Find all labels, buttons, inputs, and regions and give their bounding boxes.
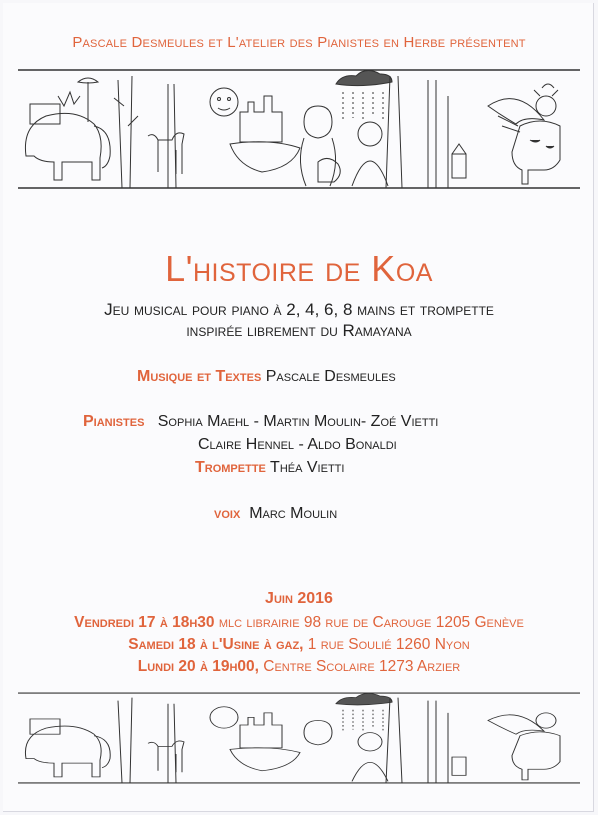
performance-1-where: mlc librairie 98 rue de Carouge 1205 Genève xyxy=(214,614,524,631)
pianists-credit xyxy=(83,413,438,431)
music-credit xyxy=(137,368,396,386)
performance-3-where: Centre Scolaire 1273 Arzier xyxy=(258,658,461,675)
date-heading: Juin 2016 xyxy=(265,590,333,607)
performance-2 xyxy=(0,636,598,654)
performance-3 xyxy=(0,658,598,676)
pianists-names-2: Claire Hennel - Aldo Bonaldi xyxy=(198,436,397,453)
performance-3-when: Lundi 20 à 19h00, xyxy=(137,658,259,675)
presenter-line: Pascale Desmeules et L'atelier des Pianistes en Herbe présentent xyxy=(72,34,526,51)
subtitle-line-1: Jeu musical pour piano à 2, 4, 6, 8 mains et trompette xyxy=(104,300,494,319)
performance-1 xyxy=(0,614,598,632)
frieze-illustration-top xyxy=(18,66,580,192)
trumpet-credit xyxy=(195,459,344,477)
poster-title: L'histoire de Koa xyxy=(165,248,433,289)
performance-1-when: Vendredi 17 à 18h30 xyxy=(74,614,215,631)
performance-2-where: 1 rue Soulié 1260 Nyon xyxy=(303,636,470,653)
music-label: Musique et Textes xyxy=(137,368,262,385)
frieze-illustration-bottom xyxy=(18,690,580,786)
trumpet-value: Théa Vietti xyxy=(270,459,345,476)
trumpet-label: Trompette xyxy=(195,459,266,476)
voice-label: voix xyxy=(214,505,241,522)
subtitle-line-2: inspirée librement du Ramayana xyxy=(186,321,412,340)
pianists-names-1: Sophia Maehl - Martin Moulin- Zoé Vietti xyxy=(157,413,439,430)
voice-credit xyxy=(214,505,337,523)
music-value: Pascale Desmeules xyxy=(265,368,396,385)
performance-2-when: Samedi 18 à l'Usine à gaz, xyxy=(128,636,304,653)
voice-value: Marc Moulin xyxy=(249,505,338,522)
pianists-label: Pianistes xyxy=(83,413,145,430)
